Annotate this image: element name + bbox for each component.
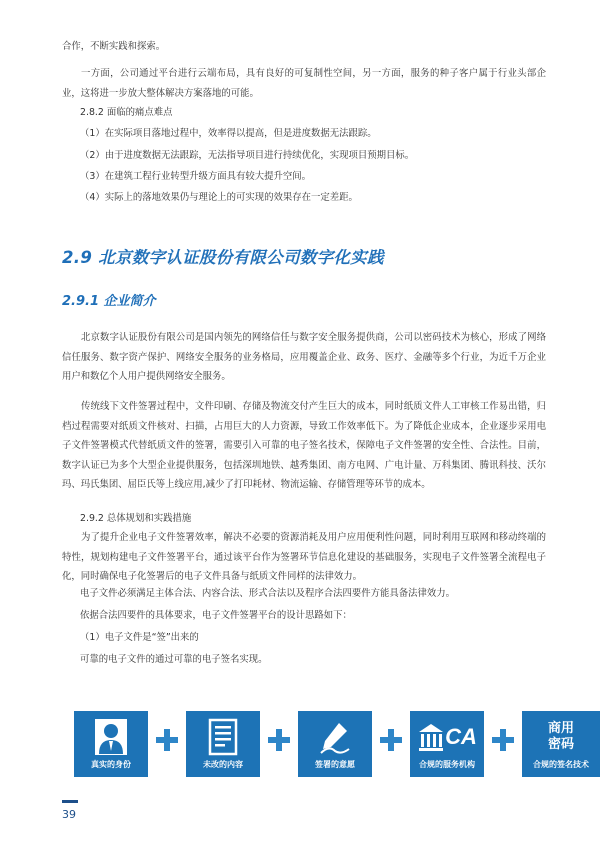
page-number: 39 [62, 808, 76, 821]
flow-caption-crypto: 合规的签名技术 [533, 760, 589, 769]
plus-icon [380, 729, 402, 751]
list-item-4: （4）实际上的落地效果仍与理论上的可实现的效果存在一定差距。 [80, 192, 358, 203]
flow-caption-content: 未改的内容 [203, 760, 243, 769]
ca-institution-icon [410, 717, 484, 757]
section-heading-2-9: 2.9 北京数字认证股份有限公司数字化实践 [62, 248, 384, 267]
flow-box-identity [74, 711, 148, 777]
subsection-heading-2-8-2: 2.8.2 面临的痛点难点 [80, 107, 173, 118]
document-icon [186, 717, 260, 757]
list-item-1: （1）在实际项目落地过程中，效率得以提高，但是进度数据无法跟踪。 [80, 128, 377, 139]
seal-text-line-1: 商用 [547, 721, 574, 736]
paragraph-plan: 为了提升企业电子文件签署效率，解决不必要的资源消耗及用户应用便利性问题，同时利用互联网和移动终端的特性，规划构建电子文件签署平台，通过该平台作为签署环节信息化建设的基础服务，实现电子文件签署全流程电子化，同时确保电子化签署后的电子文件具备与纸质文件同样的法律效力。 [62, 532, 546, 582]
paragraph-reliable-signature: 可靠的电子文件的通过可靠的电子签名实现。 [80, 654, 268, 665]
flow-caption-intent: 签署的意愿 [315, 760, 355, 769]
list-item-signed: （1）电子文件是“签”出来的 [80, 632, 199, 643]
person-icon [74, 717, 148, 757]
paragraph-design-idea: 依据合法四要件的具体要求，电子文件签署平台的设计思路如下： [80, 610, 352, 621]
flow-caption-institution: 合规的服务机构 [419, 760, 475, 769]
seal-text-line-2: 密码 [547, 737, 574, 752]
paragraph-company-intro: 北京数字认证股份有限公司是国内领先的网络信任与数字安全服务提供商，公司以密码技术为核心，形成了网络信任服务、数字资产保护、网络安全服务的业务格局，应用覆盖企业、政务、医疗、金融等多个行业，为近千万企业用户和数亿个人用户提供网络安全服务。 [62, 332, 546, 382]
section-heading-2-9-1: 2.9.1 企业简介 [62, 294, 156, 309]
flow-box-institution [410, 711, 484, 777]
ca-label: CA [445, 724, 477, 749]
flow-caption-identity: 真实的身份 [91, 760, 131, 769]
plus-icon [156, 729, 178, 751]
flow-box-content [186, 711, 260, 777]
subsection-heading-2-9-2: 2.9.2 总体规划和实践措施 [80, 513, 192, 524]
flow-box-intent [298, 711, 372, 777]
paragraph-continuation: 合作，不断实践和探索。 [62, 41, 166, 52]
pen-signature-icon [298, 717, 372, 757]
flow-box-crypto [522, 711, 600, 777]
signing-elements-diagram [74, 711, 589, 777]
commercial-crypto-seal-icon [522, 717, 600, 757]
paragraph-platform: 一方面，公司通过平台进行云端布局，具有良好的可复制性空间，另一方面，服务的种子客户属于行业头部企业，这将进一步放大整体解决方案落地的可能。 [62, 68, 546, 99]
plus-icon [492, 729, 514, 751]
page-number-bar [62, 800, 78, 803]
list-item-2: （2）由于进度数据无法跟踪，无法指导项目进行持续优化，实现项目预期目标。 [80, 150, 415, 161]
plus-icon [268, 729, 290, 751]
list-item-3: （3）在建筑工程行业转型升级方面具有较大提升空间。 [80, 171, 311, 182]
paragraph-four-elements: 电子文件必须满足主体合法、内容合法、形式合法以及程序合法四要件方能具备法律效力。 [80, 588, 456, 599]
paragraph-traditional-signing: 传统线下文件签署过程中，文件印刷、存储及物流交付产生巨大的成本，同时纸质文件人工审核工作易出错，归档过程需要对纸质文件核对、扫描，占用巨大的人力资源，导致工作效率低下。为了降低企业成本，企业逐步采用电子文件签署模式代替纸质文件的签署，需要引入可靠的电子签名技术，保障电子文件签署的安全性、合法性。目前，数字认证已为多个大型企业提供服务，包括深圳地铁、越秀集团、南方电网、广电计量、万科集团、腾讯科技、沃尔玛、玛氏集团、屈臣氏等上线应用,减少了打印耗材、物流运输、存储管理等环节的成本。 [62, 401, 546, 490]
